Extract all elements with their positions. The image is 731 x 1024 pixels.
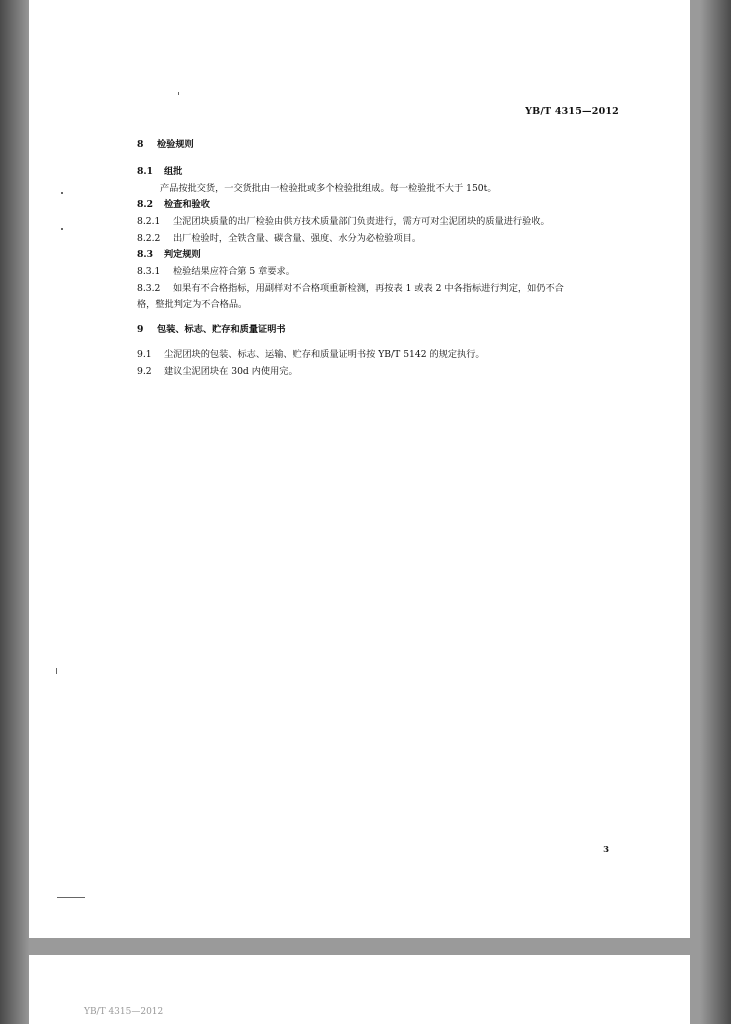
next-document-page — [29, 955, 690, 1024]
paragraph-line — [137, 299, 247, 311]
page-number: 3 — [603, 845, 609, 855]
footer-rule — [57, 897, 85, 898]
section-number: 9 — [137, 324, 144, 335]
clause-line — [137, 366, 298, 378]
scan-speck — [178, 92, 179, 95]
next-page-header: YB/T 4315—2012 — [84, 1007, 164, 1017]
clause-line — [137, 349, 485, 361]
clause-text: 检验结果应符合第 5 章要求。 — [173, 266, 295, 277]
clause-text: 如果有不合格指标，用副样对不合格项重新检测，再按表 1 或表 2 中各指标进行判定，如仍不合 — [173, 283, 564, 294]
clause-number: 8.3.1 — [137, 266, 161, 277]
clause-line — [137, 266, 295, 278]
subsection-heading — [137, 166, 182, 178]
section-heading — [137, 139, 194, 151]
clause-number: 9.2 — [137, 366, 152, 377]
clause-number: 8.3.2 — [137, 283, 161, 294]
scan-speck — [56, 668, 57, 674]
clause-number: 8.2.2 — [137, 233, 161, 244]
document-page — [29, 0, 690, 938]
page-header: YB/T 4315—2012 — [525, 106, 619, 117]
clause-number: 9.1 — [137, 349, 152, 360]
paragraph-line — [160, 183, 497, 195]
paragraph-text: 格，整批判定为不合格品。 — [137, 299, 248, 310]
clause-title: 组批 — [164, 166, 183, 177]
clause-text: 出厂检验时，全铁含量、碳含量、强度、水分为必检验项目。 — [173, 233, 422, 244]
clause-line — [137, 216, 550, 228]
subsection-heading — [137, 199, 210, 211]
clause-number: 8.2.1 — [137, 216, 161, 227]
scan-speck — [61, 192, 63, 194]
clause-text: 建议尘泥团块在 30d 内使用完。 — [164, 366, 298, 377]
scan-speck — [61, 228, 63, 230]
section-number: 8 — [137, 139, 144, 150]
subsection-heading — [137, 249, 201, 261]
clause-title: 检查和验收 — [164, 199, 210, 210]
paragraph-text: 产品按批交货，一交货批由一检验批或多个检验批组成。每一检验批不大于 150t。 — [160, 183, 497, 194]
clause-text: 尘泥团块的包装、标志、运输、贮存和质量证明书按 YB/T 5142 的规定执行。 — [164, 349, 485, 360]
section-heading — [137, 324, 286, 336]
clause-text: 尘泥团块质量的出厂检验由供方技术质量部门负责进行，需方可对尘泥团块的质量进行验收。 — [173, 216, 550, 227]
clause-line — [137, 233, 421, 245]
clause-title: 判定规则 — [164, 249, 201, 260]
clause-number: 8.3 — [137, 249, 153, 260]
clause-number: 8.2 — [137, 199, 153, 210]
clause-line — [137, 283, 564, 295]
section-title: 检验规则 — [157, 139, 194, 150]
clause-number: 8.1 — [137, 166, 153, 177]
section-title: 包装、标志、贮存和质量证明书 — [157, 324, 286, 335]
